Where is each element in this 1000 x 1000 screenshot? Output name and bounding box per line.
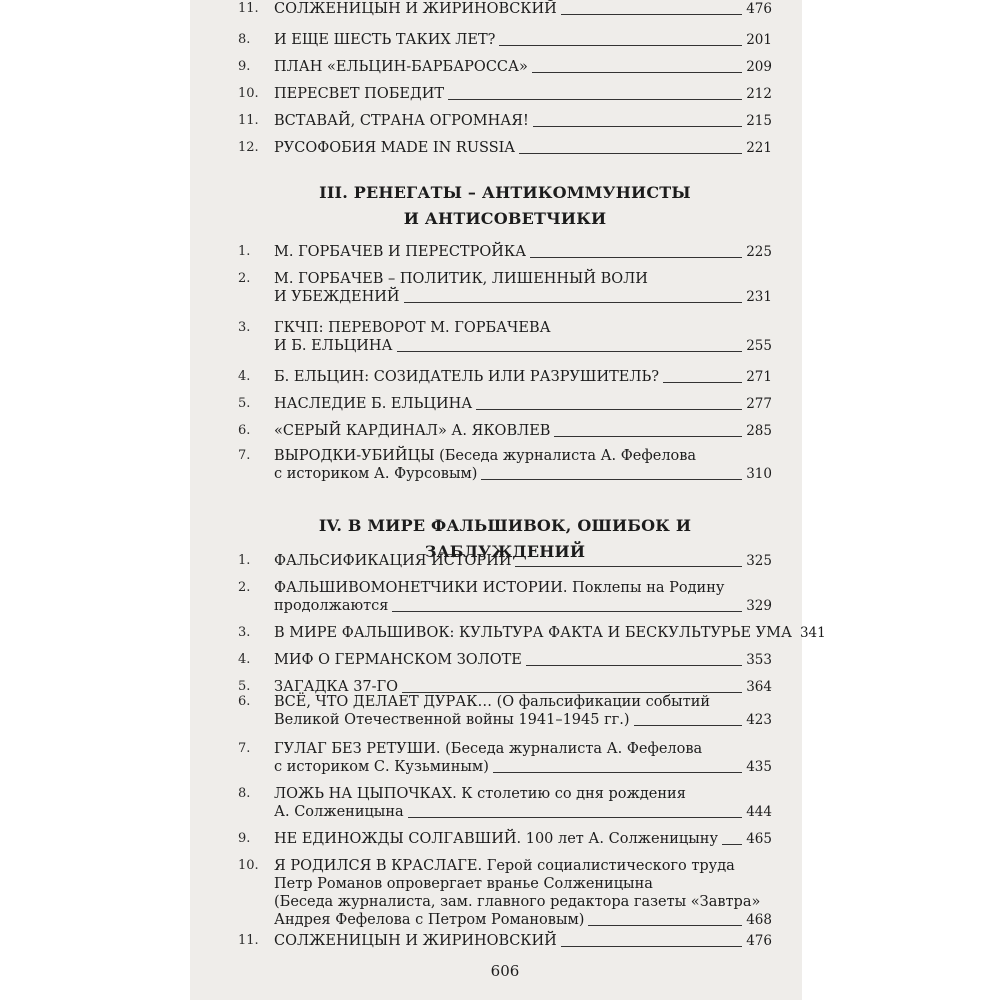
entry-title-last-line [274,552,772,570]
entry-page-number: 221 [746,140,772,156]
entry-title-line: «СЕРЫЙ КАРДИНАЛ» А. ЯКОВЛЕВ [274,423,551,439]
entry-title [274,85,772,103]
entry-title-line: Андрея Фефелова с Петром Романовым) [274,912,585,928]
leader-line [499,45,742,46]
entry-number: 3. [238,320,251,335]
entry-title-line: ПЕРЕСВЕТ ПОБЕДИТ [274,86,445,102]
entry-number: 4. [238,652,251,667]
entry-title-line: Б. ЕЛЬЦИН: СОЗИДАТЕЛЬ ИЛИ РАЗРУШИТЕЛЬ? [274,369,660,385]
toc-entry [238,579,772,615]
entry-title-last-line [274,758,772,776]
entry-number: 9. [238,831,251,846]
entry-page-number: 329 [746,598,772,614]
entry-page-number: 231 [746,289,772,305]
entry-number: 11. [238,933,259,948]
entry-title-last-line [274,803,772,821]
entry-number: 1. [238,553,251,568]
entry-number: 5. [238,679,251,694]
entry-title [274,395,772,413]
leader-line [476,409,742,410]
entry-title-line: ВСЁ, ЧТО ДЕЛАЕТ ДУРАК… (О фальсификации событий [274,694,711,710]
entry-title-line: ВЫРОДКИ-УБИЙЦЫ (Беседа журналиста А. Фефелова [274,448,697,464]
entry-page-number: 225 [746,244,772,260]
entry-title [274,740,772,776]
entry-title [274,58,772,76]
entry-title-last-line [274,31,772,49]
entry-title-line: ВСТАВАЙ, СТРАНА ОГРОМНАЯ! [274,113,529,129]
entry-title-line: Петр Романов опровергает вранье Солженицына [274,876,653,892]
entry-title-line: В МИРЕ ФАЛЬШИВОК: КУЛЬТУРА ФАКТА И БЕСКУЛЬТУРЬЕ УМА [274,625,792,641]
entry-title-last-line [274,624,826,642]
leader-line [588,925,742,926]
entry-number: 6. [238,694,251,709]
entry-title [274,139,772,157]
entry-page-number: 353 [746,652,772,668]
entry-page-number: 255 [746,338,772,354]
toc-entry [238,368,772,386]
entry-title-last-line [274,911,772,929]
leader-line [663,382,742,383]
entry-title-last-line [274,651,772,669]
entry-title-line: А. Солженицына [274,804,404,820]
toc-entry [238,270,772,306]
entry-title [274,368,772,386]
entry-title-line: И УБЕЖДЕНИЙ [274,289,400,305]
entry-title [274,785,772,821]
entry-title-line: ГУЛАГ БЕЗ РЕТУШИ. (Беседа журналиста А. Фефелова [274,741,703,757]
leader-line [533,126,742,127]
entry-title-last-line [274,139,772,157]
toc-entry [238,552,772,570]
leader-line [526,665,742,666]
entry-title [274,0,772,18]
entry-title-line: ЛОЖЬ НА ЦЫПОЧКАХ. К столетию со дня рождения [274,786,686,802]
entry-title-line: М. ГОРБАЧЕВ – ПОЛИТИК, ЛИШЕННЫЙ ВОЛИ [274,271,648,287]
entry-title-last-line [274,395,772,413]
leader-line [722,844,742,845]
entry-title-last-line [274,422,772,440]
entry-title-line: ФАЛЬШИВОМОНЕТЧИКИ ИСТОРИИ. Поклепы на Родину [274,580,725,596]
entry-title [274,447,772,483]
leader-line [392,611,742,612]
entry-title-line: НЕ ЕДИНОЖДЫ СОЛГАВШИЙ. 100 лет А. Солженицыну [274,831,718,847]
toc-entry [238,0,772,18]
entry-number: 2. [238,580,251,595]
entry-page-number: 285 [746,423,772,439]
entry-title-line: ПЛАН «ЕЛЬЦИН-БАРБАРОССА» [274,59,528,75]
toc-entry [238,422,772,440]
toc-entry [238,693,772,729]
entry-title-last-line [274,711,772,729]
entry-page-number: 271 [746,369,772,385]
entry-number: 4. [238,369,251,384]
entry-title-last-line [274,58,772,76]
leader-line [554,436,742,437]
toc-entry [238,785,772,821]
leader-line [481,479,742,480]
entry-title-line: продолжаются [274,598,389,614]
leader-line [634,725,743,726]
entry-page-number: 215 [746,113,772,129]
entry-number: 7. [238,448,251,463]
toc-entry [238,740,772,776]
section-4-title: IV. В МИРЕ ФАЛЬШИВОК, ОШИБОК И ЗАБЛУЖДЕНИЙ [318,516,692,561]
entry-title-last-line [274,932,772,950]
leader-line [530,257,742,258]
entry-title-line: СОЛЖЕНИЦЫН И ЖИРИНОВСКИЙ [274,933,557,949]
entry-title [274,422,772,440]
entry-title-line: с историком А. Фурсовым) [274,466,478,482]
entry-title-line: ГКЧП: ПЕРЕВОРОТ М. ГОРБАЧЕВА [274,320,551,336]
entry-title-last-line [274,112,772,130]
entry-number: 8. [238,786,251,801]
entry-title-line: с историком С. Кузьминым) [274,759,489,775]
entry-number: 1. [238,244,251,259]
entry-title [274,579,772,615]
entry-number: 12. [238,140,259,155]
entry-page-number: 212 [746,86,772,102]
section-3-title-line-2: И АНТИСОВЕТЧИКИ [403,209,607,228]
entry-number: 7. [238,741,251,756]
entry-number: 2. [238,271,251,286]
entry-number: 11. [238,1,259,16]
toc-entry [238,395,772,413]
entry-number: 11. [238,113,259,128]
entry-page-number: 277 [746,396,772,412]
entry-title [274,319,772,355]
entry-page-number: 465 [746,831,772,847]
leader-line [561,14,742,15]
entry-number: 10. [238,858,259,873]
entry-title-line: Великой Отечественной войны 1941–1945 гг.) [274,712,630,728]
page-number: 606 [490,962,520,980]
toc-entry [238,243,772,261]
entry-title-line: СОЛЖЕНИЦЫН И ЖИРИНОВСКИЙ [274,1,557,17]
entry-page-number: 310 [746,466,772,482]
leader-line [404,302,743,303]
entry-title-line: ФАЛЬСИФИКАЦИЯ ИСТОРИИ [274,553,512,569]
leader-line [532,72,742,73]
toc-entry [238,857,772,929]
entry-page-number: 341 [799,625,826,641]
toc-entry [238,85,772,103]
entry-title-line: М. ГОРБАЧЕВ И ПЕРЕСТРОЙКА [274,244,527,260]
entry-title [274,552,772,570]
section-3-title: III. РЕНЕГАТЫ – АНТИКОММУНИСТЫ [319,183,691,202]
entry-title [274,857,772,929]
entry-title [274,243,772,261]
toc-entry [238,447,772,483]
leader-line [408,817,743,818]
toc-entry [238,651,772,669]
entry-title [274,112,772,130]
entry-number: 8. [238,32,251,47]
entry-title-last-line [274,85,772,103]
entry-page-number: 476 [746,1,772,17]
entry-title-line: РУСОФОБИЯ MADE IN RUSSIA [274,140,515,156]
toc-entry [238,830,772,848]
entry-page-number: 209 [746,59,772,75]
leader-line [561,946,742,947]
entry-title-line: ЗАГАДКА 37-ГО [274,679,399,695]
entry-page-number: 468 [746,912,772,928]
entry-title-line: Я РОДИЛСЯ В КРАСЛАГЕ. Герой социалистического труда [274,858,735,874]
entry-title-last-line [274,830,772,848]
entry-number: 9. [238,59,251,74]
entry-title-last-line [274,243,772,261]
entry-title-last-line [274,0,772,18]
entry-number: 6. [238,423,251,438]
entry-title-last-line [274,465,772,483]
leader-line [493,772,742,773]
leader-line [397,351,743,352]
entry-title-last-line [274,368,772,386]
entry-title-last-line [274,288,772,306]
toc-entry [238,932,772,950]
leader-line [519,153,742,154]
entry-title [274,830,772,848]
entry-number: 3. [238,625,251,640]
entry-page-number: 476 [746,933,772,949]
entry-title [274,693,772,729]
leader-line [448,99,742,100]
entry-title-line: МИФ О ГЕРМАНСКОМ ЗОЛОТЕ [274,652,522,668]
entry-page-number: 325 [746,553,772,569]
entry-title-last-line [274,597,772,615]
entry-number: 10. [238,86,259,101]
entry-title-line: (Беседа журналиста, зам. главного редактора газеты «Завтра» [274,894,761,910]
entry-title-last-line [274,337,772,355]
entry-page-number: 423 [746,712,772,728]
toc-entry [238,112,772,130]
toc-entry [238,31,772,49]
entry-page-number: 444 [746,804,772,820]
toc-entry [238,319,772,355]
toc-entry [238,58,772,76]
entry-title-line: И ЕЩЕ ШЕСТЬ ТАКИХ ЛЕТ? [274,32,496,48]
entry-title [274,270,772,306]
entry-page-number: 201 [746,32,772,48]
entry-title [274,31,772,49]
entry-title [274,651,772,669]
toc-entry [238,624,826,642]
entry-title-line: НАСЛЕДИЕ Б. ЕЛЬЦИНА [274,396,473,412]
leader-line [515,566,742,567]
entry-title [274,932,772,950]
entry-page-number: 435 [746,759,772,775]
entry-number: 5. [238,396,251,411]
toc-entry [238,139,772,157]
entry-title [274,624,826,642]
entry-page-number: 364 [746,679,772,695]
entry-title-line: И Б. ЕЛЬЦИНА [274,338,393,354]
